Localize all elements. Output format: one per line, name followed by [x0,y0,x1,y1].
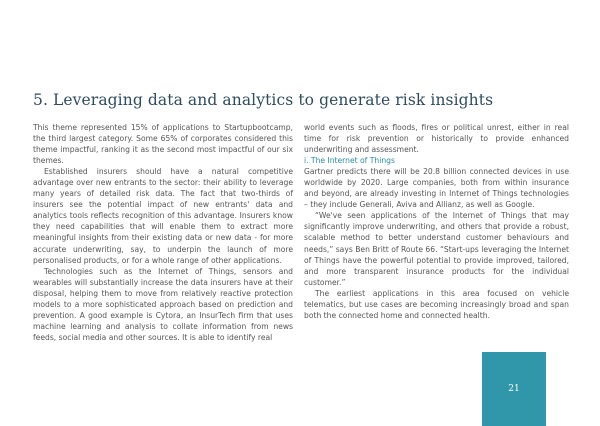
page-number: 21 [508,384,520,394]
section-title: 5. Leveraging data and analytics to generate risk insights [33,91,494,109]
left-column [33,122,293,343]
paragraph: world events such as floods, fires or political unrest, either in real time for risk prevention or historically to provide enhanced underwriting and assessment. [304,123,569,155]
subsection-heading: i. The Internet of Things [304,156,395,166]
right-column [304,122,569,321]
paragraph: Technologies such as the Internet of Things, sensors and wearables will substantially increase the data insurers have at their disposal, helping them to move from relatively reactive protection models to a more sophisticated approach based on prediction and prevention. A good example is Cytora, an InsurTech firm that uses machine learning and analysis to collate information from news feeds, social media and other sources. It is able to identify real [33,266,293,342]
paragraph: “We've seen applications of the Internet of Things that may significantly improve underwriting, and others that provide a robust, scalable method to better understand customer behaviours and needs,” says Ben Britt of Route 66. “Start-ups leveraging the Internet of Things have the powerful potential to provide improved, tailored, and more transparent insurance products for the individual customer.” [304,211,569,287]
paragraph: This theme represented 15% of applications to Startupbootcamp, the third largest category. Some 65% of corporates considered this theme impactful, ranking it as the second most impactful of our six themes. [33,123,293,166]
paragraph: Established insurers should have a natural competitive advantage over new entrants to the sector: their ability to leverage many years of detailed risk data. The fact that two-thirds of insurers see the potential impact of new entrants' data and analytics tools reflects recognition of this advantage. Insurers know they need capabilities that will enable them to extract more meaningful insights from their existing data or new data - for more accurate underwriting, say, to underpin the launch of more personalised products, or for a whole range of other applications. [33,167,293,265]
page-number-box [482,352,546,426]
paragraph: The earliest applications in this area focused on vehicle telematics, but use cases are becoming increasingly broad and span both the connected home and connected health. [304,288,569,320]
paragraph: Gartner predicts there will be 20.8 billion connected devices in use worldwide by 2020. Large companies, both from within insurance and beyond, are already investing in Internet of Things technologies – they include Generali, Aviva and Allianz, as well as Google. [304,167,569,210]
